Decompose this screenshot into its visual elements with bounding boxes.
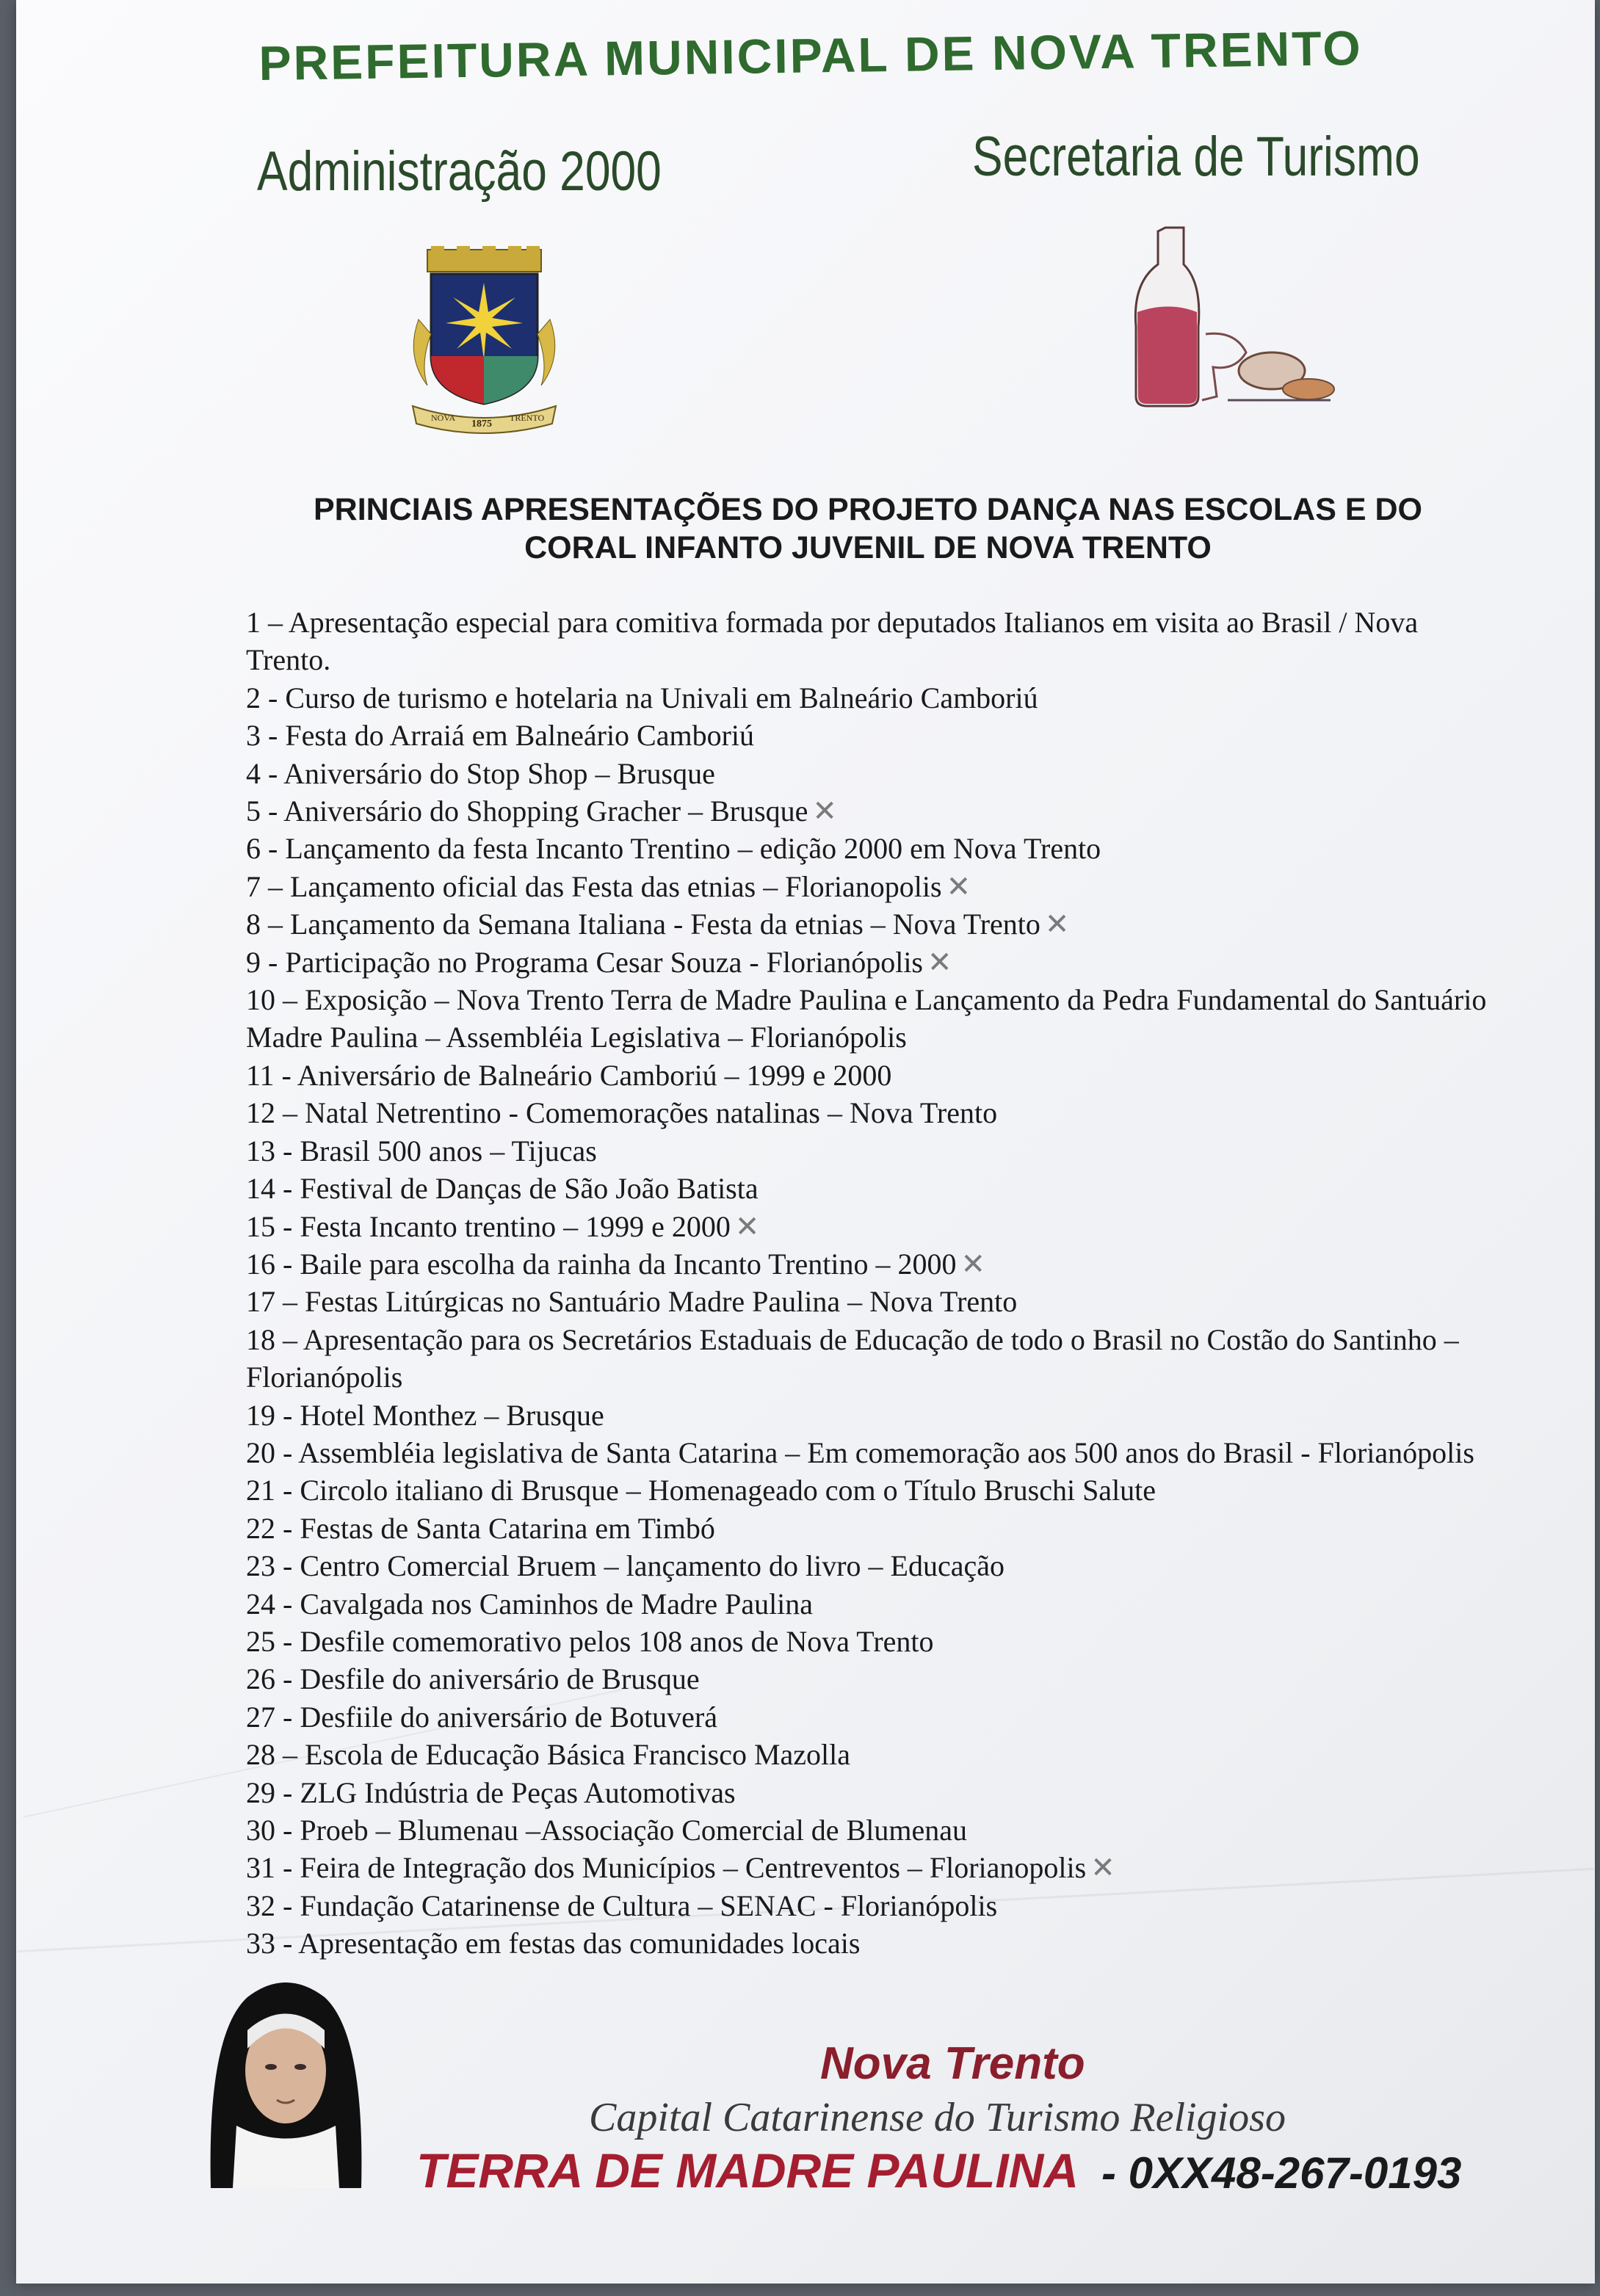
list-item-text: 8 – Lançamento da Semana Italiana - Festa da etnias – Nova Trento bbox=[246, 908, 1040, 941]
footer-tagline: Capital Catarinense do Turismo Religioso bbox=[589, 2095, 1286, 2140]
list-item-text: 32 - Fundação Catarinense de Cultura – SENAC - Florianópolis bbox=[246, 1888, 998, 1922]
secretariat-label: Secretaria de Turismo bbox=[972, 126, 1420, 188]
list-item-text: 31 - Feira de Integração dos Municípios – Centreventos – Florianopolis bbox=[246, 1851, 1087, 1885]
list-item bbox=[246, 1811, 1509, 1849]
presentations-list bbox=[246, 604, 1509, 1963]
footer-city: Nova Trento bbox=[820, 2038, 1085, 2089]
administration-label: Administração 2000 bbox=[257, 140, 662, 203]
list-item bbox=[246, 981, 1509, 1057]
list-item-text: 30 - Proeb – Blumenau –Associação Comercial de Blumenau bbox=[246, 1814, 967, 1847]
cross-mark-icon: ✕ bbox=[734, 1209, 760, 1243]
list-item bbox=[246, 1170, 1509, 1207]
document-title: PREFEITURA MUNICIPAL DE NOVA TRENTO bbox=[258, 21, 1364, 90]
list-item-text: 16 - Baile para escolha da rainha da Incanto Trentino – 2000 bbox=[246, 1247, 957, 1281]
crest-label-right: TRENTO bbox=[510, 413, 545, 423]
section-heading-line-2: CORAL INFANTO JUVENIL DE NOVA TRENTO bbox=[524, 530, 1212, 565]
cross-mark-icon: ✕ bbox=[960, 1247, 986, 1281]
list-item bbox=[246, 1245, 1509, 1283]
list-item bbox=[246, 604, 1509, 679]
list-item bbox=[246, 1471, 1509, 1509]
list-item-text: 20 - Assembléia legislativa de Santa Catarina – Em comemoração aos 500 anos do Brasil - Florianópolis bbox=[246, 1435, 1474, 1469]
cross-mark-icon: ✕ bbox=[1090, 1851, 1115, 1885]
crest-year: 1875 bbox=[471, 419, 492, 430]
madre-paulina-portrait-icon bbox=[203, 1968, 369, 2188]
list-item bbox=[246, 1774, 1509, 1811]
list-item bbox=[246, 1924, 1509, 1962]
list-item-text: 6 - Lançamento da festa Incanto Trentino – edição 2000 em Nova Trento bbox=[246, 832, 1101, 866]
list-item bbox=[246, 1397, 1509, 1434]
list-item bbox=[246, 1208, 1509, 1245]
list-item bbox=[246, 1510, 1509, 1547]
list-item bbox=[246, 1585, 1509, 1623]
list-item bbox=[246, 1283, 1509, 1320]
list-item bbox=[246, 1623, 1509, 1660]
list-item-text: 12 – Natal Netrentino - Comemorações natalinas – Nova Trento bbox=[246, 1096, 998, 1130]
list-item-text: 29 - ZLG Indústria de Peças Automotivas bbox=[246, 1775, 736, 1809]
list-item-text: 10 – Exposição – Nova Trento Terra de Madre Paulina e Lançamento da Pedra Fundamental do Santuário Madre Paulina – Assembléia Legislativa – Florianópolis bbox=[246, 983, 1487, 1054]
list-item bbox=[246, 717, 1509, 754]
list-item bbox=[246, 1736, 1509, 1773]
list-item-text: 23 - Centro Comercial Bruem – lançamento do livro – Educação bbox=[246, 1549, 1005, 1583]
list-item bbox=[246, 1547, 1509, 1585]
list-item-text: 17 – Festas Litúrgicas no Santuário Madre Paulina – Nova Trento bbox=[246, 1285, 1018, 1319]
list-item bbox=[246, 944, 1509, 981]
list-item-text: 9 - Participação no Programa Cesar Souza - Florianópolis bbox=[246, 945, 923, 979]
list-item-text: 1 – Apresentação especial para comitiva formada por deputados Italianos em visita ao Brasil / Nova Trento. bbox=[246, 606, 1419, 677]
list-item-text: 18 – Apresentação para os Secretários Estaduais de Educação de todo o Brasil no Costão do Santinho – Florianópolis bbox=[246, 1322, 1459, 1394]
list-item-text: 25 - Desfile comemorativo pelos 108 anos de Nova Trento bbox=[246, 1624, 934, 1658]
list-item-text: 13 - Brasil 500 anos – Tijucas bbox=[246, 1134, 597, 1167]
list-item bbox=[246, 792, 1509, 830]
list-item-text: 28 – Escola de Educação Básica Francisco Mazolla bbox=[246, 1738, 851, 1772]
list-item-text: 4 - Aniversário do Stop Shop – Brusque bbox=[246, 756, 715, 790]
list-item bbox=[246, 905, 1509, 943]
list-item-text: 21 - Circolo italiano di Brusque – Homenageado com o Título Bruschi Salute bbox=[246, 1474, 1156, 1507]
footer-phone: - 0XX48-267-0193 bbox=[1101, 2148, 1462, 2198]
list-item-text: 14 - Festival de Danças de São João Batista bbox=[246, 1172, 759, 1206]
list-item-text: 15 - Festa Incanto trentino – 1999 e 2000 bbox=[246, 1209, 731, 1243]
list-item-text: 7 – Lançamento oficial das Festa das etnias – Florianopolis bbox=[246, 869, 942, 903]
list-item bbox=[246, 755, 1509, 792]
list-item bbox=[246, 1132, 1509, 1170]
list-item-text: 22 - Festas de Santa Catarina em Timbó bbox=[246, 1511, 715, 1545]
list-item bbox=[246, 830, 1509, 867]
cross-mark-icon: ✕ bbox=[946, 869, 971, 903]
municipal-coat-of-arms-icon bbox=[398, 246, 571, 437]
section-heading-line-1: PRINCIAIS APRESENTAÇÕES DO PROJETO DANÇA NAS ESCOLAS E DO bbox=[314, 492, 1422, 527]
list-item bbox=[246, 1434, 1509, 1471]
cross-mark-icon: ✕ bbox=[927, 945, 952, 979]
footer-slogan: TERRA DE MADRE PAULINA bbox=[416, 2143, 1079, 2198]
list-item bbox=[246, 1094, 1509, 1131]
list-item bbox=[246, 1660, 1509, 1698]
list-item-text: 33 - Apresentação em festas das comunidades locais bbox=[246, 1927, 861, 1960]
list-item bbox=[246, 1849, 1509, 1886]
list-item-text: 27 - Desfiile do aniversário de Botuverá bbox=[246, 1700, 718, 1734]
list-item bbox=[246, 1698, 1509, 1736]
list-item bbox=[246, 1057, 1509, 1094]
list-item-text: 24 - Cavalgada nos Caminhos de Madre Paulina bbox=[246, 1587, 814, 1620]
list-item-text: 5 - Aniversário do Shopping Gracher – Brusque bbox=[246, 794, 808, 828]
list-item-text: 11 - Aniversário de Balneário Camboriú – 1999 e 2000 bbox=[246, 1058, 892, 1092]
cross-mark-icon: ✕ bbox=[812, 794, 837, 828]
list-item bbox=[246, 679, 1509, 717]
list-item bbox=[246, 1321, 1509, 1397]
list-item-text: 26 - Desfile do aniversário de Brusque bbox=[246, 1662, 700, 1696]
list-item-text: 3 - Festa do Arraiá em Balneário Camboriú bbox=[246, 719, 755, 753]
wine-bottle-and-glasses-icon bbox=[1125, 224, 1338, 415]
crest-label-left: NOVA bbox=[431, 413, 456, 423]
list-item bbox=[246, 1887, 1509, 1924]
list-item-text: 19 - Hotel Monthez – Brusque bbox=[246, 1398, 604, 1432]
document-page bbox=[16, 0, 1595, 2284]
section-heading bbox=[266, 490, 1470, 567]
list-item bbox=[246, 868, 1509, 905]
list-item-text: 2 - Curso de turismo e hotelaria na Univali em Balneário Camboriú bbox=[246, 681, 1038, 714]
cross-mark-icon: ✕ bbox=[1044, 908, 1070, 941]
